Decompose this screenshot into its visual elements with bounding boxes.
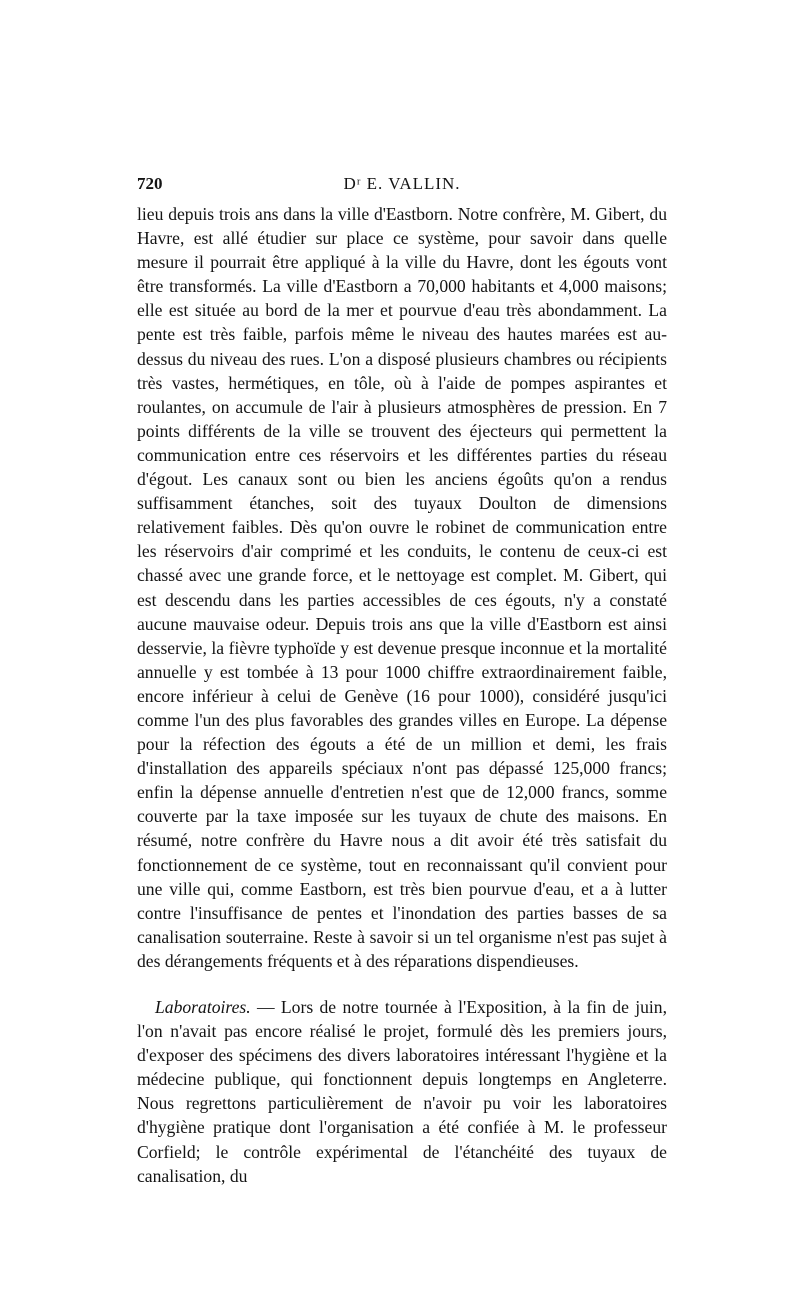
paragraph-eastborn-system [137,202,667,973]
page-body [137,202,667,1188]
page-header [137,174,667,200]
page-number: 720 [137,174,163,193]
running-head: Dʳ E. VALLIN. [343,174,461,193]
paragraph-text: lieu depuis trois ans dans la ville d'Eastborn. Notre confrère, M. Gibert, du Havre, est allé étudier sur place ce système, pour savoir dans quelle mesure il pourrait être appliqué à la ville du Havre, dont les égouts vont être transformés. La ville d'Eastborn a 70,000 habitants et 4,000 maisons; elle est située au bord de la mer et pourvue d'eau très abondamment. La pente est très faible, parfois même le niveau des hautes marées est au-dessus du niveau des rues. L'on a disposé plusieurs chambres ou récipients très vastes, hermétiques, en tôle, où à l'aide de pompes aspirantes et roulantes, on accumule de l'air à plusieurs atmosphères de pression. En 7 points différents de la ville se trouvent des éjecteurs qui permettent la communication entre ces réservoirs et les différentes parties du réseau d'égout. Les canaux sont ou bien les anciens égoûts qu'on a rendus suffisamment étanches, soit des tuyaux Doulton de dimensions relativement faibles. Dès qu'on ouvre le robinet de communication entre les réservoirs d'air comprimé et les conduits, le contenu de ceux-ci est chassé avec une grande force, et le nettoyage est complet. M. Gibert, qui est descendu dans les parties accessibles de ces égouts, n'y a constaté aucune mauvaise odeur. Depuis trois ans que la ville d'Eastborn est ainsi desservie, la fièvre typhoïde y est devenue presque inconnue et la mortalité annuelle y est tombée à 13 pour 1000 chiffre extraordinairement faible, encore inférieur à celui de Genève (16 pour 1000), considéré jusqu'ici comme l'un des plus favorables des grandes villes en Europe. La dépense pour la réfection des égouts a été de un million et demi, les frais d'installation des appareils spéciaux n'ont pas dépassé 125,000 francs; enfin la dépense annuelle d'entretien n'est que de 12,000 francs, somme couverte par la taxe imposée sur les tuyaux de chute des maisons. En résumé, notre confrère du Havre nous a dit avoir été très satisfait du fonctionnement de ce système, tout en reconnaissant qu'il convient pour une ville qui, comme Eastborn, est très bien pourvue d'eau, et a à lutter contre l'insuffisance de pentes et l'inondation des parties basses de sa canalisation souterraine. Reste à savoir si un tel organisme n'est pas sujet à des dérangements fréquents et à des réparations dispendieuses. [137,204,667,971]
paragraph-laboratoires [137,995,667,1188]
paragraph-heading: Laboratoires. [155,997,251,1017]
paragraph-text: — Lors de notre tournée à l'Exposition, à la fin de juin, l'on n'avait pas encore réalisé le projet, formulé dès les premiers jours, d'exposer des spécimens des divers laboratoires intéressant l'hygiène et la médecine publique, qui fonctionnent depuis longtemps en Angleterre. Nous regrettons particulièrement de n'avoir pu voir les laboratoires d'hygiène pratique dont l'organisation a été confiée à M. le professeur Corfield; le contrôle expérimental de l'étanchéité des tuyaux de canalisation, du [137,997,667,1186]
